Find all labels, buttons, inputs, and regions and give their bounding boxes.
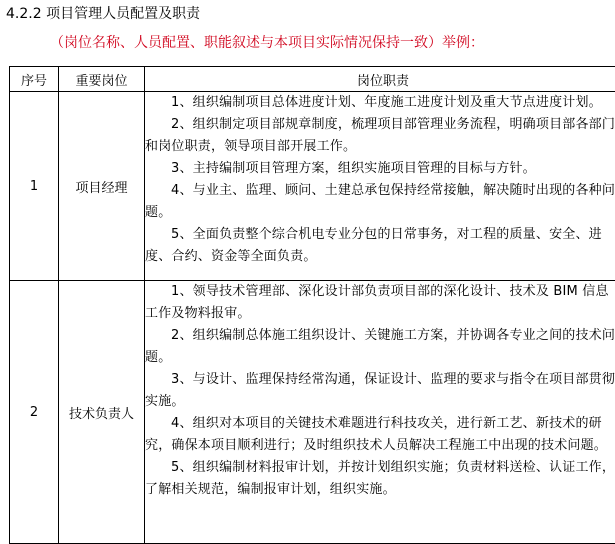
header-number: 序号	[10, 67, 59, 92]
row-duties	[145, 281, 615, 544]
duty-item: 3、主持编制项目管理方案，组织实施项目管理的目标与方针。	[145, 158, 615, 180]
section-note: （岗位名称、人员配置、职能叙述与本项目实际情况保持一致）举例：	[50, 33, 484, 53]
row-position: 技术负责人	[59, 281, 145, 544]
table-row	[10, 92, 615, 281]
header-duties: 岗位职责	[145, 67, 615, 92]
duty-item: 3、与设计、监理保持经常沟通，保证设计、监理的要求与指令在项目部贯彻实施。	[145, 369, 615, 413]
row-number: 2	[10, 281, 59, 544]
duty-item: 5、组织编制材料报审计划，并按计划组织实施；负责材料送检、认证工作，了解相关规范，编制报审计划，组织实施。	[145, 457, 615, 501]
duty-item: 1、组织编制项目总体进度计划、年度施工进度计划及重大节点进度计划。	[145, 92, 615, 114]
header-position: 重要岗位	[59, 67, 145, 92]
table-header-row	[10, 67, 615, 92]
row-number: 1	[10, 92, 59, 281]
table-row	[10, 281, 615, 544]
duty-item: 4、与业主、监理、顾问、土建总承包保持经常接触，解决随时出现的各种问题。	[145, 180, 615, 224]
row-duties	[145, 92, 615, 281]
duty-item: 5、全面负责整个综合机电专业分包的日常事务，对工程的质量、安全、进度、合约、资金等全面负责。	[145, 224, 615, 268]
duty-item: 2、组织编制总体施工组织设计、关键施工方案，并协调各专业之间的技术问题。	[145, 325, 615, 369]
duty-item: 2、组织制定项目部规章制度，梳理项目部管理业务流程，明确项目部各部门和岗位职责，领导项目部开展工作。	[145, 114, 615, 158]
duties-table	[9, 66, 615, 544]
duty-item: 4、组织对本项目的关键技术难题进行科技攻关，进行新工艺、新技术的研究，确保本项目顺利进行；及时组织技术人员解决工程施工中出现的技术问题。	[145, 413, 615, 457]
duty-item: 1、领导技术管理部、深化设计部负责项目部的深化设计、技术及 BIM 信息工作及物料报审。	[145, 281, 615, 325]
row-position: 项目经理	[59, 92, 145, 281]
section-title: 4.2.2 项目管理人员配置及职责	[6, 4, 200, 24]
